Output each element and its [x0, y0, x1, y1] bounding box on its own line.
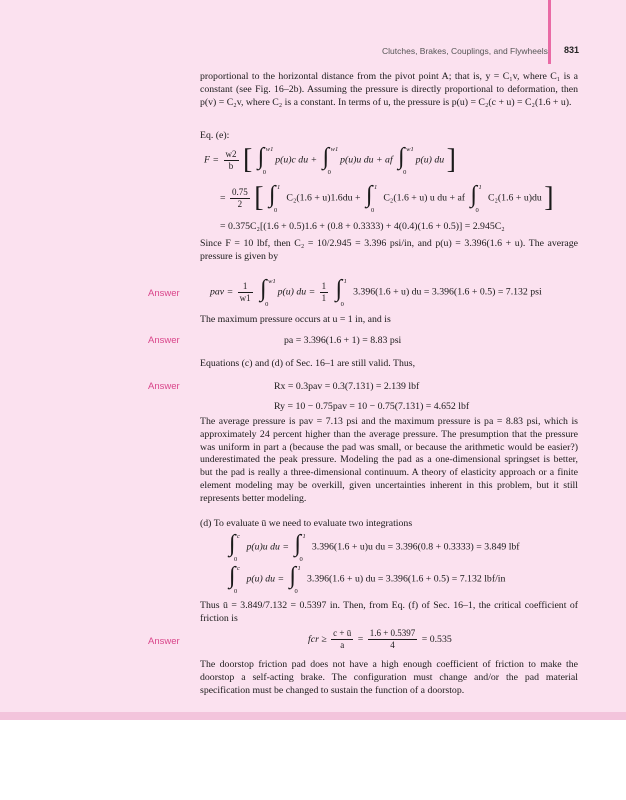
equation-max-pressure: pa = 3.396(1.6 + 1) = 8.83 psi	[284, 335, 402, 346]
paragraph-discussion: The average pressure is pav = 7.13 psi and the maximum pressure is pa = 8.83 psi, which is approximately 24 percent higher than the average pressure. The presumption that the pressure was uniform in part a (because the pad was small, or because the arithmetic would be easier?) underestimated the peak pressure. Modeling the pad as a one-dimensional springset is better, but the pad is really a three-dimensional continuum. A theory of elasticity approach or a finite element modeling may be overkill, given uncertainties inherent in this problem, but it still represents better modeling.	[200, 416, 578, 504]
header-accent-bar	[548, 0, 551, 64]
paragraph-equations-valid: Equations (c) and (d) of Sec. 16–1 are still valid. Thus,	[200, 358, 416, 369]
equation-normal-force: ∫ c 0 p(u) du = ∫ 1 0 3.396(1.6 + u) du = 3.396(1.6 + 0.5) = 7.132 lbf/in	[229, 563, 506, 595]
answer-label-2: Answer	[148, 335, 180, 346]
equation-critical-friction: fcr ≥ $\frac{c + ū}{a}$ = $\frac{1.6 + 0.5397}{4}$ = 0.535	[308, 628, 452, 650]
equation-first-moment: ∫ c 0 p(u)u du = ∫ 1 0 3.396(1.6 + u)u du = 3.396(0.8 + 0.3333) = 3.849 lbf	[229, 531, 520, 563]
paragraph-critical-friction: Thus ū = 3.849/7.132 = 0.5397 in. Then, from Eq. (f) of Sec. 16–1, the critical coefficient of friction is	[200, 600, 578, 624]
running-title: Clutches, Brakes, Couplings, and Flywheels	[382, 46, 548, 56]
page-number: 831	[564, 45, 580, 55]
paragraph-conclusion: The doorstop friction pad does not have a high enough coefficient of friction to make the doorstop a self-acting brake. The configuration must change and/or the pad material specification must be changed to sustain the function of a doorstop.	[200, 659, 578, 696]
page-bottom-band	[0, 712, 626, 720]
paragraph-max-pressure: The maximum pressure occurs at u = 1 in, and is	[200, 314, 391, 325]
answer-label-4: Answer	[148, 636, 180, 647]
answer-label-1: Answer	[148, 288, 180, 299]
paragraph-1: proportional to the horizontal distance from the pivot point A; that is, y = C₁v, where C₁ is a constant (see Fig. 16–2b). Assuming the pressure is directly proportional to deformation, then p(v) = C₂v, where C₂ is a constant. In terms of u, the pressure is p(u) = C₂(c + u) = C₂(1.6 + u).	[200, 71, 578, 108]
equation-f-definition: F = $\frac{w2}{b}$ [ ∫ w1 0 p(u)c du + ∫ w1 0 p(u)u du + af ∫ w1 0 p(u) du ]	[204, 144, 456, 176]
equation-rx: Rx = 0.3pav = 0.3(7.131) = 2.139 lbf	[274, 381, 420, 392]
paragraph-average-pressure: Since F = 10 lbf, then C₂ = 10/2.945 = 3.396 psi/in, and p(u) = 3.396(1.6 + u). The average pressure is given by	[200, 238, 578, 262]
paragraph-eq-e: Eq. (e):	[200, 130, 230, 141]
equation-f-result: = 0.375C₂[(1.6 + 0.5)1.6 + (0.8 + 0.3333) + 4(0.4)(1.6 + 0.5)] = 2.945C₂	[220, 221, 505, 232]
equation-ry: Ry = 10 − 0.75pav = 10 − 0.75(7.131) = 4.652 lbf	[274, 401, 470, 412]
equation-f-substituted: = $\frac{0.75}{2}$ [ ∫ 1 0 C₂(1.6 + u)1.6du + ∫ 1 0 C₂(1.6 + u) u du + af ∫ 1 0 C₂(1.6 + u)du ]	[220, 182, 554, 214]
equation-average-pressure: pav = $\frac{1}{w1}$ ∫ w1 0 p(u) du = $\frac{1}{1}$ ∫ 1 0 3.396(1.6 + u) du = 3.396(1.6 + 0.5) = 7.132 psi	[210, 276, 542, 308]
answer-label-3: Answer	[148, 381, 180, 392]
paragraph-evaluate-ubar: (d) To evaluate ū we need to evaluate two integrations	[200, 518, 413, 529]
